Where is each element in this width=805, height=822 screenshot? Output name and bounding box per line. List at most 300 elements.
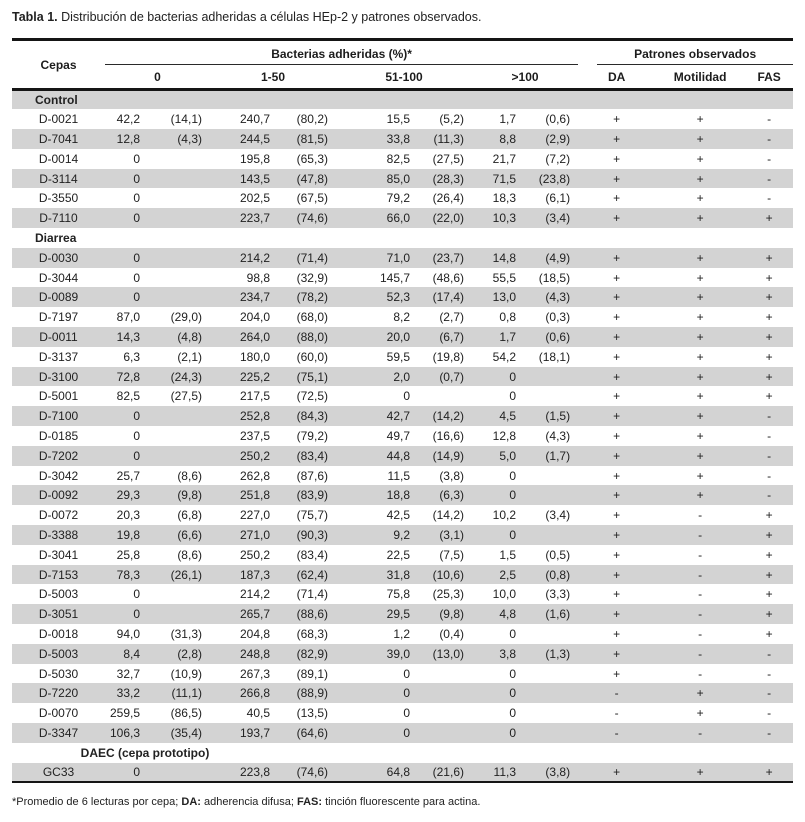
cell-p2: (17,4) — [432, 290, 464, 305]
cell-p2: (6,3) — [439, 488, 464, 503]
cell-p2 — [418, 723, 472, 743]
cell-v2: 75,8 — [386, 587, 410, 602]
cell-v3: 0 — [509, 686, 516, 701]
cell-v1: 240,7 — [239, 112, 270, 127]
footnote-term: DA: — [181, 796, 201, 809]
cell-v2: 0 — [403, 389, 410, 404]
cell-fas: + — [765, 310, 773, 325]
cell-v2: 79,2 — [386, 191, 410, 206]
cell-cepa: D-5030 — [38, 666, 79, 681]
table-row — [12, 268, 793, 288]
cell-v0: 259,5 — [109, 706, 140, 721]
cell-p1: (71,4) — [296, 587, 328, 602]
cell-v1: 265,7 — [239, 607, 270, 622]
cell-v0: 0 — [133, 270, 140, 285]
cell-p1: (65,3) — [296, 151, 328, 166]
cell-mot: + — [696, 488, 704, 503]
table-row — [12, 208, 793, 228]
cell-cepa: D-3550 — [38, 191, 79, 206]
table-row — [12, 327, 793, 347]
table-row — [12, 287, 793, 307]
cell-v1: 202,5 — [239, 191, 270, 206]
cell-da: + — [613, 329, 621, 344]
cell-mot: + — [696, 290, 704, 305]
section-row — [12, 743, 793, 763]
cell-mot: + — [696, 151, 704, 166]
section-filler — [278, 743, 793, 763]
cell-v1: 251,8 — [239, 488, 270, 503]
cell-v1: 143,5 — [239, 171, 270, 186]
cell-p3: (0,3) — [545, 310, 571, 325]
cell-p2: (23,7) — [432, 250, 464, 265]
cell-mot: + — [696, 270, 704, 285]
cell-v3: 0 — [509, 527, 516, 542]
cell-v3: 0 — [509, 369, 516, 384]
cell-p3: (6,1) — [545, 191, 571, 206]
cell-mot: + — [696, 448, 704, 463]
cell-p0 — [148, 248, 210, 268]
cell-da: + — [613, 270, 621, 285]
cell-p0: (8,6) — [177, 468, 202, 483]
cell-fas: + — [765, 587, 773, 602]
cell-mot: - — [698, 646, 703, 661]
cell-p1: (87,6) — [296, 468, 328, 483]
cell-p1: (89,1) — [296, 666, 328, 681]
cell-p0: (27,5) — [170, 389, 202, 404]
cell-v3: 3,8 — [499, 646, 516, 661]
cell-da: + — [613, 211, 621, 226]
cell-da: - — [614, 725, 619, 740]
cell-p2: (14,9) — [432, 448, 464, 463]
cell-p1: (64,6) — [296, 725, 328, 740]
section-title: Diarrea — [35, 230, 77, 245]
cell-v0: 6,3 — [123, 349, 140, 364]
group-header-row — [12, 40, 793, 67]
cell-p0: (31,3) — [170, 626, 202, 641]
cell-v3: 1,7 — [499, 329, 516, 344]
cell-p0: (29,0) — [170, 310, 202, 325]
table-row — [12, 683, 793, 703]
table-row — [12, 545, 793, 565]
cell-v2: 42,5 — [386, 508, 410, 523]
cell-v0: 0 — [133, 171, 140, 186]
table-row — [12, 763, 793, 783]
cell-cepa: D-0011 — [39, 329, 78, 344]
cell-v3: 14,8 — [492, 250, 516, 265]
cell-p2: (22,0) — [432, 211, 464, 226]
table-caption-text: Distribución de bacterias adheridas a células HEp-2 y patrones observados. — [57, 10, 482, 24]
cell-p3: (3,8) — [545, 764, 571, 779]
cell-p3 — [524, 367, 578, 387]
column-group-bacterias — [105, 40, 578, 67]
cell-cepa: D-3114 — [39, 171, 78, 186]
cell-v0: 29,3 — [116, 488, 140, 503]
cell-v2: 66,0 — [386, 211, 410, 226]
cell-v0: 42,2 — [116, 112, 140, 127]
cell-p3: (4,3) — [545, 290, 571, 305]
cell-p3: (1,3) — [545, 646, 571, 661]
table-row — [12, 109, 793, 129]
cell-v1: 248,8 — [239, 646, 270, 661]
cell-v0: 8,4 — [123, 646, 140, 661]
cell-mot: + — [696, 191, 704, 206]
cell-v3: 5,0 — [499, 448, 516, 463]
cell-v1: 252,8 — [239, 409, 270, 424]
cell-p0 — [148, 149, 210, 169]
cell-v0: 20,3 — [116, 508, 140, 523]
cell-fas: - — [767, 112, 772, 127]
cell-v2: 39,0 — [386, 646, 410, 661]
table-row — [12, 406, 793, 426]
cell-v0: 72,8 — [116, 369, 140, 384]
footnote-text: adherencia difusa; — [200, 796, 297, 809]
cell-cepa: D-7110 — [39, 211, 78, 226]
table-row — [12, 466, 793, 486]
cell-cepa: GC33 — [42, 764, 75, 779]
cell-p2: (3,8) — [439, 468, 464, 483]
cell-p1: (68,3) — [296, 626, 328, 641]
cell-v2: 0 — [403, 686, 410, 701]
sub-header-row — [12, 67, 793, 90]
cell-p3: (1,7) — [545, 448, 571, 463]
cell-cepa: D-3041 — [38, 547, 79, 562]
cell-p2 — [418, 683, 472, 703]
cell-fas: - — [767, 646, 772, 661]
cell-mot: + — [696, 389, 704, 404]
cell-p3: (1,5) — [545, 409, 571, 424]
cell-v3: 0 — [509, 468, 516, 483]
column-group-patrones-label: Patrones observados — [597, 43, 793, 65]
cell-p1: (71,4) — [296, 250, 328, 265]
column-header-cepas: Cepas — [12, 40, 105, 90]
cell-v1: 98,8 — [246, 270, 270, 285]
cell-p0: (2,8) — [177, 646, 202, 661]
cell-p3 — [524, 703, 578, 723]
cell-cepa: D-0030 — [38, 250, 79, 265]
cell-fas: + — [765, 211, 773, 226]
cell-p2: (2,7) — [439, 310, 464, 325]
cell-v2: 0 — [403, 725, 410, 740]
cell-p0: (6,8) — [177, 508, 202, 523]
cell-v1: 40,5 — [246, 706, 270, 721]
cell-v0: 14,3 — [116, 329, 140, 344]
cell-p2 — [418, 664, 472, 684]
cell-v3: 0 — [509, 488, 516, 503]
cell-v1: 204,0 — [239, 310, 270, 325]
cell-fas: - — [767, 448, 772, 463]
cell-v2: 145,7 — [379, 270, 410, 285]
cell-v3: 0 — [509, 666, 516, 681]
cell-v3: 11,3 — [493, 764, 516, 779]
cell-p2: (3,1) — [439, 527, 464, 542]
cell-da: + — [613, 547, 621, 562]
cell-mot: - — [698, 547, 703, 562]
cell-p3: (18,5) — [538, 270, 571, 285]
cell-cepa: D-7202 — [38, 448, 79, 463]
cell-da: + — [613, 587, 621, 602]
cell-p2: (10,6) — [432, 567, 464, 582]
cell-mot: + — [696, 310, 704, 325]
cell-v0: 12,8 — [116, 131, 140, 146]
cell-cepa: D-7041 — [38, 131, 79, 146]
cell-cepa: D-7220 — [38, 686, 79, 701]
cell-cepa: D-7197 — [38, 310, 79, 325]
cell-mot: - — [698, 666, 703, 681]
cell-p1: (88,6) — [296, 607, 328, 622]
cell-v3: 10,2 — [492, 508, 516, 523]
cell-p2: (26,4) — [432, 191, 464, 206]
cell-mot: - — [698, 626, 703, 641]
cell-p2: (28,3) — [432, 171, 464, 186]
cell-v1: 217,5 — [239, 389, 270, 404]
cell-da: + — [613, 349, 621, 364]
cell-da: + — [613, 171, 621, 186]
cell-cepa: D-0092 — [38, 488, 79, 503]
cell-fas: + — [765, 290, 773, 305]
cell-v0: 0 — [133, 764, 140, 779]
column-header-51-100: 51-100 — [336, 67, 472, 90]
cell-p3: (4,9) — [545, 250, 571, 265]
cell-da: + — [613, 646, 621, 661]
cell-fas: - — [767, 191, 772, 206]
cell-fas: - — [767, 151, 772, 166]
cell-p0: (14,1) — [170, 112, 202, 127]
cell-v2: 9,2 — [393, 527, 410, 542]
cell-p2: (13,0) — [432, 646, 464, 661]
cell-p3: (0,6) — [545, 329, 571, 344]
column-header-da: DA — [578, 67, 655, 90]
footnote-text: *Promedio de 6 lecturas por cepa; — [12, 796, 182, 809]
cell-v3: 0 — [509, 725, 516, 740]
table-row — [12, 347, 793, 367]
cell-p1: (72,5) — [296, 389, 328, 404]
table-row — [12, 188, 793, 208]
cell-p0 — [148, 287, 210, 307]
cell-p1: (88,9) — [296, 686, 328, 701]
cell-p3: (0,5) — [545, 547, 571, 562]
cell-mot: + — [696, 468, 704, 483]
cell-cepa: D-3100 — [38, 369, 79, 384]
cell-v3: 55,5 — [492, 270, 516, 285]
column-header-0: 0 — [105, 67, 210, 90]
cell-p2: (48,6) — [432, 270, 464, 285]
section-title: DAEC (cepa prototipo) — [80, 745, 210, 760]
cell-p3: (1,6) — [545, 607, 571, 622]
cell-cepa: D-5003 — [38, 646, 79, 661]
cell-v3: 2,5 — [499, 567, 516, 582]
cell-mot: + — [696, 764, 704, 779]
cell-p1: (68,0) — [296, 310, 328, 325]
cell-v1: 225,2 — [239, 369, 270, 384]
cell-v2: 64,8 — [386, 764, 410, 779]
cell-mot: + — [696, 706, 704, 721]
table-row — [12, 426, 793, 446]
cell-mot: + — [696, 369, 704, 384]
cell-v2: 44,8 — [386, 448, 410, 463]
cell-p0: (86,5) — [170, 706, 202, 721]
cell-p0: (11,1) — [171, 686, 202, 701]
cell-da: + — [613, 764, 621, 779]
cell-da: + — [613, 626, 621, 641]
cell-v0: 32,7 — [116, 666, 140, 681]
table-row — [12, 169, 793, 189]
cell-cepa: D-5003 — [38, 587, 79, 602]
cell-v2: 42,7 — [386, 409, 410, 424]
cell-v0: 0 — [133, 151, 140, 166]
cell-v1: 244,5 — [239, 131, 270, 146]
cell-v3: 10,0 — [492, 587, 516, 602]
cell-v2: 33,8 — [386, 131, 410, 146]
cell-p0 — [148, 169, 210, 189]
cell-mot: + — [696, 250, 704, 265]
cell-v3: 10,3 — [492, 211, 516, 226]
cell-mot: + — [696, 171, 704, 186]
cell-p3 — [524, 485, 578, 505]
cell-p1: (88,0) — [296, 329, 328, 344]
cell-v0: 78,3 — [116, 567, 140, 582]
cell-v1: 250,2 — [239, 547, 270, 562]
cell-da: + — [613, 527, 621, 542]
cell-p2: (11,3) — [433, 131, 464, 146]
cell-p1: (67,5) — [296, 191, 328, 206]
cell-fas: + — [765, 250, 773, 265]
table-row — [12, 485, 793, 505]
cell-v1: 234,7 — [239, 290, 270, 305]
cell-v0: 94,0 — [116, 626, 140, 641]
cell-fas: + — [765, 764, 773, 779]
cell-p1: (62,4) — [296, 567, 328, 582]
cell-p1: (82,9) — [296, 646, 328, 661]
cell-p0: (4,3) — [177, 131, 202, 146]
footnote-term: FAS: — [296, 796, 323, 809]
cell-p3 — [524, 664, 578, 684]
cell-mot: + — [696, 349, 704, 364]
cell-v0: 0 — [133, 191, 140, 206]
cell-da: + — [613, 389, 621, 404]
cell-cepa: D-0070 — [38, 706, 79, 721]
section-title: Control — [35, 93, 78, 108]
cell-p2: (6,7) — [439, 329, 464, 344]
cell-v1: 227,0 — [239, 508, 270, 523]
cell-p3 — [524, 683, 578, 703]
cell-v1: 266,8 — [239, 686, 270, 701]
cell-v0: 82,5 — [116, 389, 140, 404]
table-row — [12, 307, 793, 327]
cell-da: + — [613, 567, 621, 582]
cell-mot: - — [698, 587, 703, 602]
cell-mot: + — [696, 112, 704, 127]
cell-p1: (79,2) — [296, 428, 328, 443]
cell-p3: (0,6) — [545, 112, 571, 127]
cell-v2: 20,0 — [386, 329, 410, 344]
table-row — [12, 624, 793, 644]
cell-v1: 223,7 — [239, 211, 270, 226]
cell-p0 — [148, 604, 210, 624]
column-group-bacterias-label: Bacterias adheridas (%)* — [105, 43, 578, 65]
cell-v0: 87,0 — [116, 310, 140, 325]
data-table — [12, 38, 793, 783]
cell-fas: + — [765, 389, 773, 404]
cell-da: + — [613, 607, 621, 622]
cell-v2: 85,0 — [386, 171, 410, 186]
cell-p0 — [148, 426, 210, 446]
cell-v0: 19,8 — [116, 527, 140, 542]
cell-v0: 0 — [133, 448, 140, 463]
cell-cepa: D-0072 — [38, 508, 79, 523]
cell-da: - — [614, 706, 619, 721]
cell-fas: + — [765, 547, 773, 562]
column-group-patrones — [578, 40, 793, 67]
cell-fas: - — [767, 666, 772, 681]
cell-cepa: D-0021 — [38, 112, 79, 127]
cell-v0: 0 — [133, 409, 140, 424]
footnote-text: tinción fluorescente para actina. — [322, 796, 481, 809]
cell-v2: 1,2 — [393, 626, 410, 641]
cell-p2: (19,8) — [432, 349, 464, 364]
cell-p0 — [148, 208, 210, 228]
cell-cepa: D-3051 — [38, 607, 79, 622]
cell-p3 — [524, 723, 578, 743]
cell-fas: - — [767, 686, 772, 701]
cell-p2 — [418, 703, 472, 723]
cell-p2 — [418, 386, 472, 406]
cell-v1: 180,0 — [239, 349, 270, 364]
cell-p2: (27,5) — [432, 151, 464, 166]
cell-mot: + — [696, 131, 704, 146]
cell-fas: - — [767, 409, 772, 424]
table-caption — [12, 9, 793, 25]
cell-mot: + — [696, 428, 704, 443]
cell-p2: (7,5) — [439, 547, 464, 562]
table-row — [12, 129, 793, 149]
cell-da: + — [613, 250, 621, 265]
cell-v2: 0 — [403, 706, 410, 721]
cell-v3: 0,8 — [499, 310, 516, 325]
cell-da: + — [613, 666, 621, 681]
table-row — [12, 584, 793, 604]
cell-fas: + — [765, 567, 773, 582]
cell-p1: (74,6) — [296, 764, 328, 779]
cell-p1: (75,7) — [296, 508, 328, 523]
cell-cepa: D-3388 — [38, 527, 79, 542]
table-row — [12, 644, 793, 664]
cell-v1: 195,8 — [239, 151, 270, 166]
cell-da: + — [613, 448, 621, 463]
cell-v1: 237,5 — [239, 428, 270, 443]
table-row — [12, 149, 793, 169]
cell-p3 — [524, 466, 578, 486]
cell-mot: - — [698, 725, 703, 740]
cell-da: + — [613, 468, 621, 483]
cell-v0: 0 — [133, 428, 140, 443]
cell-p1: (60,0) — [296, 349, 328, 364]
cell-da: + — [613, 191, 621, 206]
column-header-motilidad: Motilidad — [655, 67, 745, 90]
cell-v1: 250,2 — [239, 448, 270, 463]
cell-v2: 0 — [403, 666, 410, 681]
cell-p1: (83,4) — [296, 448, 328, 463]
cell-v2: 71,0 — [386, 250, 410, 265]
cell-p0: (35,4) — [170, 725, 202, 740]
cell-p1: (83,9) — [296, 488, 328, 503]
cell-v2: 52,3 — [386, 290, 410, 305]
cell-p2: (0,4) — [439, 626, 464, 641]
cell-v2: 22,5 — [386, 547, 410, 562]
cell-da: + — [613, 112, 621, 127]
table-row — [12, 664, 793, 684]
cell-fas: - — [767, 131, 772, 146]
section-row — [12, 90, 793, 110]
